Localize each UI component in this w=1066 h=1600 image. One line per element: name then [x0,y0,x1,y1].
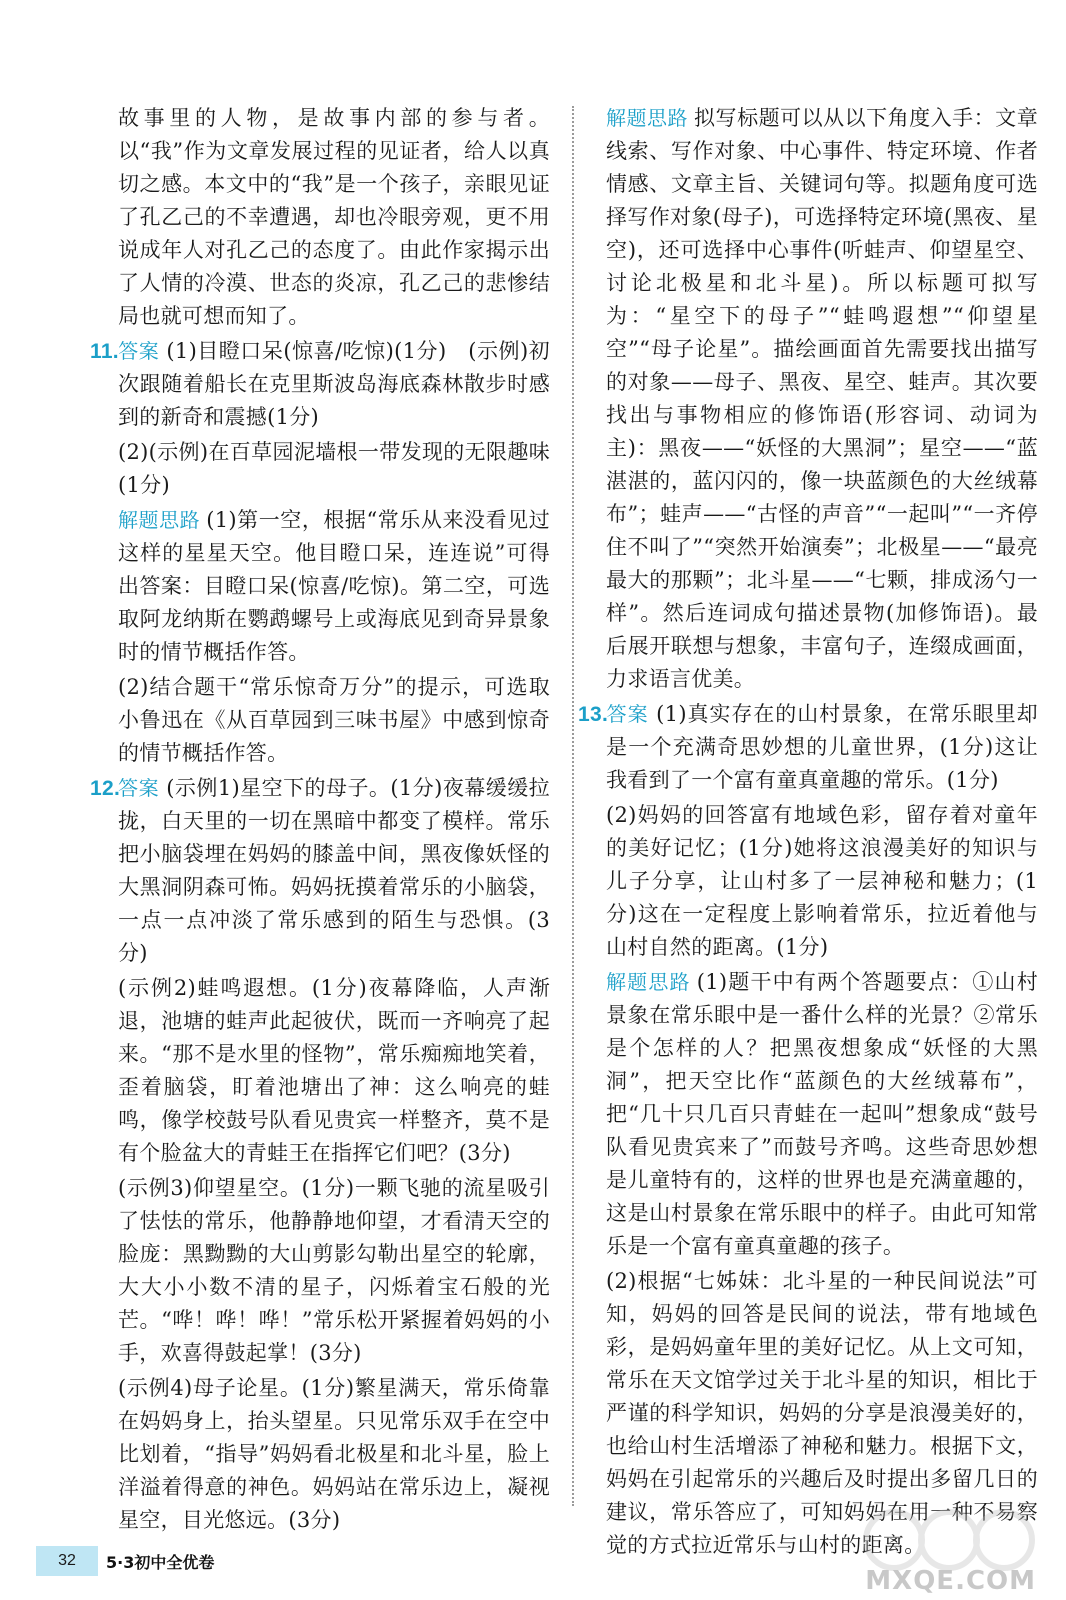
answer-label: 答案 [606,702,649,726]
watermark-text: MXQE.COM [865,1566,1036,1596]
q11-hint-1 [118,504,550,669]
q13-answer-2: (2)妈妈的回答富有地域色彩，留存着对童年的美好记忆；(1分)她将这浪漫美好的知识与儿子分享，让山村多了一层神秘和魅力；(1分)这在一定程度上影响着常乐，拉近着他与山村自然的距离。(1分) [606,803,1038,959]
q12-example-4: (示例4)母子论星。(1分)繁星满天，常乐倚靠在妈妈身上，抬头望星。只见常乐双手在空中比划着，“指导”妈妈看北极星和北斗星，脸上洋溢着得意的神色。妈妈站在常乐边上，凝视星空，目光悠远。(3分) [118,1376,550,1532]
intro-paragraph: 故事里的人物，是故事内部的参与者。以“我”作为文章发展过程的见证者，给人以真切之感。本文中的“我”是一个孩子，亲眼见证了孔乙己的不幸遭遇，却也冷眼旁观，更不用说成年人对孔乙己的态度了。由此作家揭示出了人情的冷漠、世态的炎凉，孔乙己的悲惨结局也就可想而知了。 [118,106,550,328]
page-footer [36,1546,214,1576]
q11-hint-2: (2)结合题干“常乐惊奇万分”的提示，可选取小鲁迅在《从百草园到三味书屋》中感到惊奇的情节概括作答。 [118,675,550,765]
question-number: 11. [90,340,119,363]
q12-example-1 [90,772,550,970]
column-divider [572,106,574,1506]
answer-label: 答案 [118,339,160,363]
hint-text: 拟写标题可以从以下角度入手：文章线索、写作对象、中心事件、特定环境、作者情感、文章主旨、关键词句等。拟题角度可选择写作对象(母子)，可选择特定环境(黑夜、星空)，还可选择中心事件(听蛙声、仰望星空、讨论北极星和北斗星)。所以标题可拟写为：“星空下的母子”“蛙鸣遐想”“仰望星空”“母子论星”。描绘画面首先需要找出描写的对象——母子、黑夜、星空、蛙声。其次要找出与事物相应的修饰语(形容词、动词为主)：黑夜——“妖怪的大黑洞”；星空——“蓝湛湛的，蓝闪闪的，像一块蓝颜色的大丝绒幕布”；蛙声——“古怪的声音”“一起叫”“一齐停住不叫了”“突然开始演奏”；北极星——“最亮最大的那颗”；北斗星——“七颗，排成汤勺一样”。然后连词成句描述景物(加修饰语)。最后展开联想与想象，丰富句子，连缀成画面，力求语言优美。 [606,106,1038,691]
question-number: 12. [90,777,121,800]
answer-text: (示例1)星空下的母子。(1分)夜幕缓缓拉拢，白天里的一切在黑暗中都变了模样。常乐把小脑袋埋在妈妈的膝盖中间，黑夜像妖怪的大黑洞阴森可怖。妈妈抚摸着常乐的小脑袋，一点一点冲淡了常乐感到的陌生与恐惧。(3分) [118,776,550,965]
q12-hint [606,102,1038,696]
q13-hint-2: (2)根据“七姊妹：北斗星的一种民间说法”可知，妈妈的回答是民间的说法，带有地域色彩，是妈妈童年里的美好记忆。从上文可知，常乐在天文馆学过关于北斗星的知识，相比于严谨的科学知识，妈妈的分享是浪漫美好的，也给山村生活增添了神秘和魅力。根据下文，妈妈在引起常乐的兴趣后及时提出多留几日的建议，常乐答应了，可知妈妈在用一种不易察觉的方式拉近常乐与山村的距离。 [606,1269,1038,1557]
answer-label: 答案 [118,776,160,800]
q11-answer-1 [90,335,550,434]
q13-hint-1 [606,966,1038,1263]
q13-answer-1 [578,698,1038,797]
q12-example-3: (示例3)仰望星空。(1分)一颗飞驰的流星吸引了怯怯的常乐，他静静地仰望，才看清天空的脸庞：黑黝黝的大山剪影勾勒出星空的轮廓，大大小小数不清的星子，闪烁着宝石般的光芒。“哗！哗！哗！”常乐松开紧握着妈妈的小手，欢喜得鼓起掌！(3分) [118,1176,550,1365]
answer-text: (1)目瞪口呆(惊喜/吃惊)(1分) (示例)初次跟随着船长在克里斯波岛海底森林散步时感到的新奇和震撼(1分) [118,339,550,429]
hint-label: 解题思路 [606,106,689,130]
answer-text: (1)真实存在的山村景象，在常乐眼里却是一个充满奇思妙想的儿童世界，(1分)这让我看到了一个富有童真童趣的常乐。(1分) [606,702,1038,792]
q12-example-2: (示例2)蛙鸣遐想。(1分)夜幕降临，人声渐退，池塘的蛙声此起彼伏，既而一齐响亮了起来。“那不是水里的怪物”，常乐痴痴地笑着，歪着脑袋，盯着池塘出了神：这么响亮的蛙鸣，像学校鼓号队看见贵宾一样整齐，莫不是有个脸盆大的青蛙王在指挥它们吧？(3分) [118,976,550,1165]
hint-text: (1)第一空，根据“常乐从来没看见过这样的星星天空。他目瞪口呆，连连说”可得出答案：目瞪口呆(惊喜/吃惊)。第二空，可选取阿龙纳斯在鹦鹉螺号上或海底见到奇异景象时的情节概括作答。 [118,508,550,664]
q11-answer-2: (2)(示例)在百草园泥墙根一带发现的无限趣味(1分) [118,440,550,497]
left-column [90,102,550,1539]
page-number: 32 [36,1546,98,1576]
question-number: 13. [578,703,609,726]
hint-text: (1)题干中有两个答题要点：①山村景象在常乐眼中是一番什么样的光景？②常乐是个怎样的人？把黑夜想象成“妖怪的大黑洞”，把天空比作“蓝颜色的大丝绒幕布”，把“几十只几百只青蛙在一起叫”想象成“鼓号队看见贵宾来了”而鼓号齐鸣。这些奇思妙想是儿童特有的，这样的世界也是充满童趣的，这是山村景象在常乐眼中的样子。由此可知常乐是一个富有童真童趣的孩子。 [606,970,1038,1258]
hint-label: 解题思路 [118,508,201,532]
hint-label: 解题思路 [606,970,691,994]
right-column [578,102,1038,1564]
book-title: 5·3初中全优卷 [106,1552,215,1572]
